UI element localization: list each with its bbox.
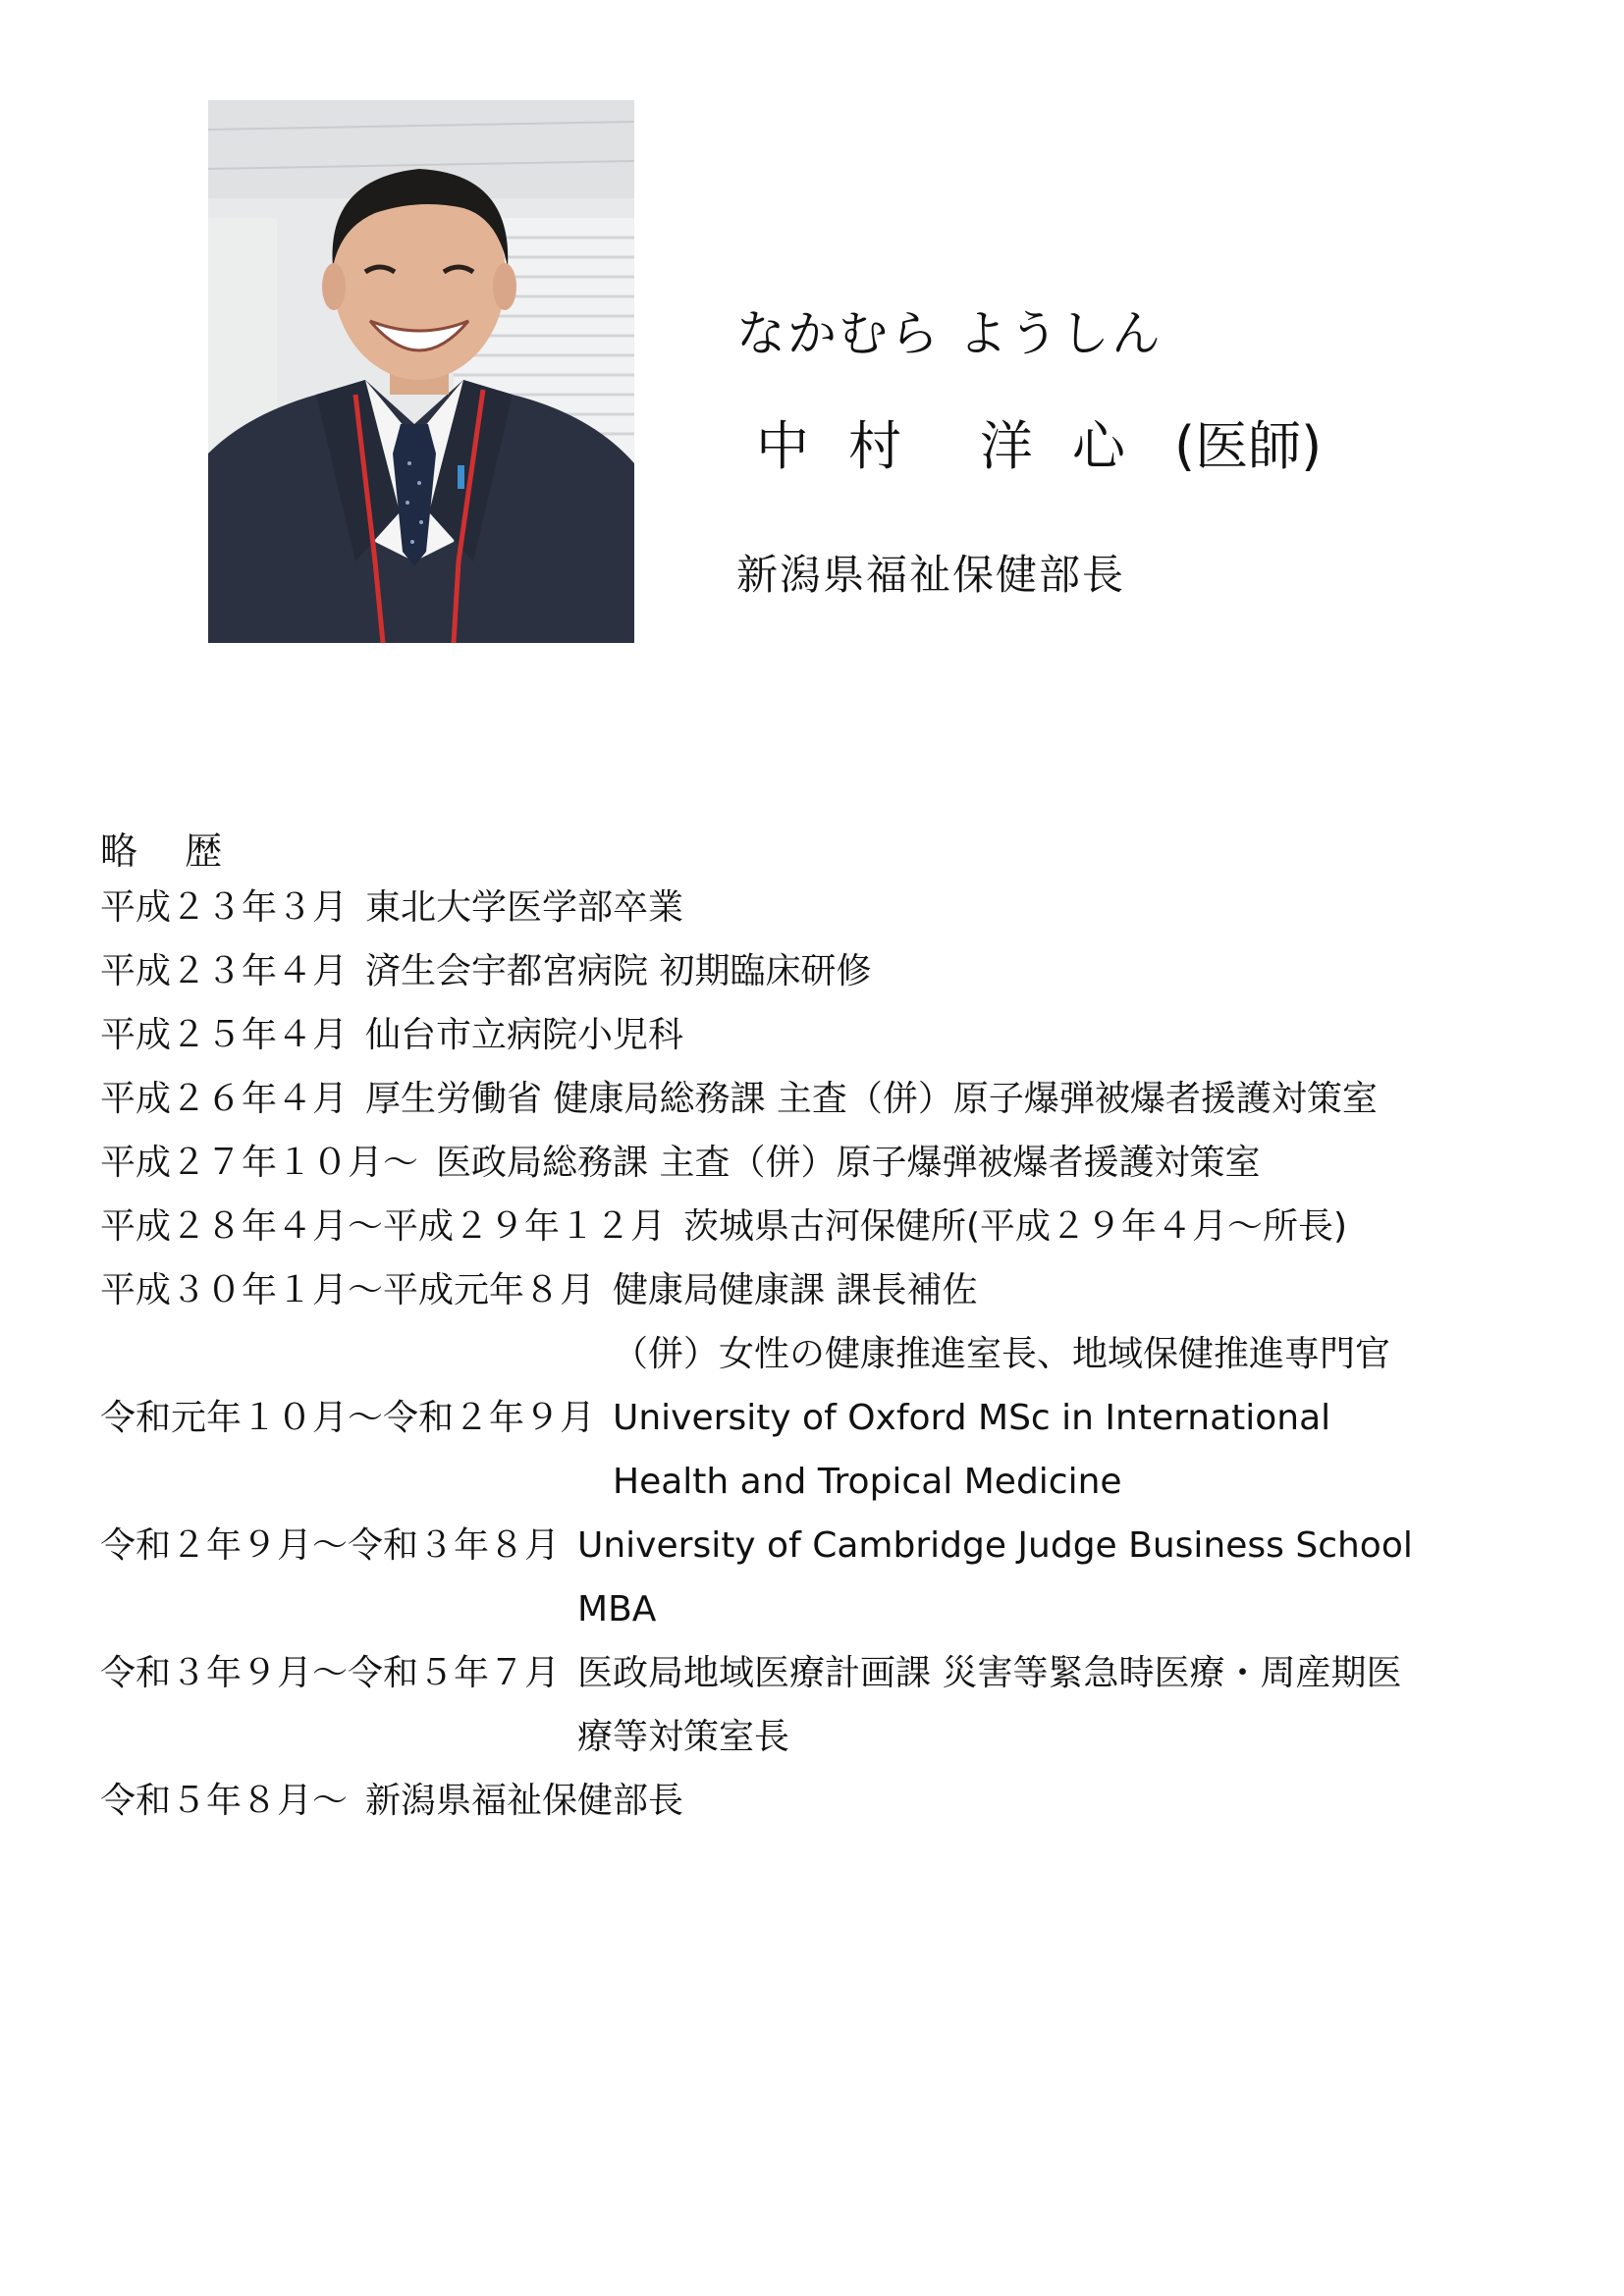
career-date: 令和元年１０月～令和２年９月 xyxy=(100,1398,596,1438)
career-description: 新潟県福祉保健部長 xyxy=(365,1781,684,1821)
career-description-cont: 療等対策室長 xyxy=(577,1717,790,1757)
career-item xyxy=(100,1769,1534,1833)
career-description: 厚生労働省 健康局総務課 主査（併）原子爆弾被爆者援護対策室 xyxy=(365,1079,1378,1119)
career-date: 平成２３年３月 xyxy=(100,887,349,928)
career-description: University of Cambridge Judge Business School xyxy=(577,1525,1413,1566)
career-date: 平成２５年４月 xyxy=(100,1015,349,1055)
career-item xyxy=(100,1003,1534,1067)
career-description: 茨城県古河保健所(平成２９年４月～所長) xyxy=(683,1206,1348,1247)
career-description: 医政局地域医療計画課 災害等緊急時医療・周産期医 xyxy=(577,1653,1402,1693)
career-date: 令和３年９月～令和５年７月 xyxy=(100,1653,561,1693)
career-description: 健康局健康課 課長補佐 xyxy=(613,1270,978,1310)
career-item xyxy=(100,1258,1534,1386)
career-date: 平成２７年１０月～ xyxy=(100,1143,419,1183)
career-date: 平成２８年４月～平成２９年１２月 xyxy=(100,1206,667,1247)
career-item xyxy=(100,1067,1534,1131)
career-item xyxy=(100,939,1534,1003)
career-description: 済生会宇都宮病院 初期臨床研修 xyxy=(365,951,872,991)
career-description: 東北大学医学部卒業 xyxy=(365,887,684,928)
family-name-char-2: 村 xyxy=(848,415,901,477)
career-date: 平成３０年１月～平成元年８月 xyxy=(100,1270,596,1310)
career-description-cont: （併）女性の健康推進室長、地域保健推進専門官 xyxy=(613,1334,1391,1374)
given-name-char-1: 洋 xyxy=(980,415,1033,477)
career-description: 仙台市立病院小児科 xyxy=(365,1015,684,1055)
career-list xyxy=(100,876,1534,1833)
career-item xyxy=(100,1195,1534,1258)
full-name xyxy=(756,404,1322,480)
career-description-cont: MBA xyxy=(577,1589,657,1629)
career-item xyxy=(100,1386,1534,1514)
career-description-cont: Health and Tropical Medicine xyxy=(613,1462,1122,1502)
given-name-char-2: 心 xyxy=(1072,415,1125,477)
career-description: University of Oxford MSc in International xyxy=(613,1398,1331,1438)
career-date: 令和２年９月～令和３年８月 xyxy=(100,1525,561,1566)
career-date: 平成２３年４月 xyxy=(100,951,349,991)
profile-photo xyxy=(208,100,634,643)
name-reading: なかむら ようしん xyxy=(736,305,1163,362)
current-position: 新潟県福祉保健部長 xyxy=(736,551,1126,599)
career-heading: 略 歴 xyxy=(100,829,241,873)
career-item xyxy=(100,1641,1534,1769)
career-item xyxy=(100,1131,1534,1195)
career-item xyxy=(100,1514,1534,1641)
career-date: 平成２６年４月 xyxy=(100,1079,349,1119)
profession: (医師) xyxy=(1174,415,1323,477)
family-name-char-1: 中 xyxy=(756,415,809,477)
career-item xyxy=(100,876,1534,939)
career-description: 医政局総務課 主査（併）原子爆弾被爆者援護対策室 xyxy=(436,1143,1261,1183)
profile-photo-illustration xyxy=(208,100,634,643)
career-date: 令和５年８月～ xyxy=(100,1781,349,1821)
